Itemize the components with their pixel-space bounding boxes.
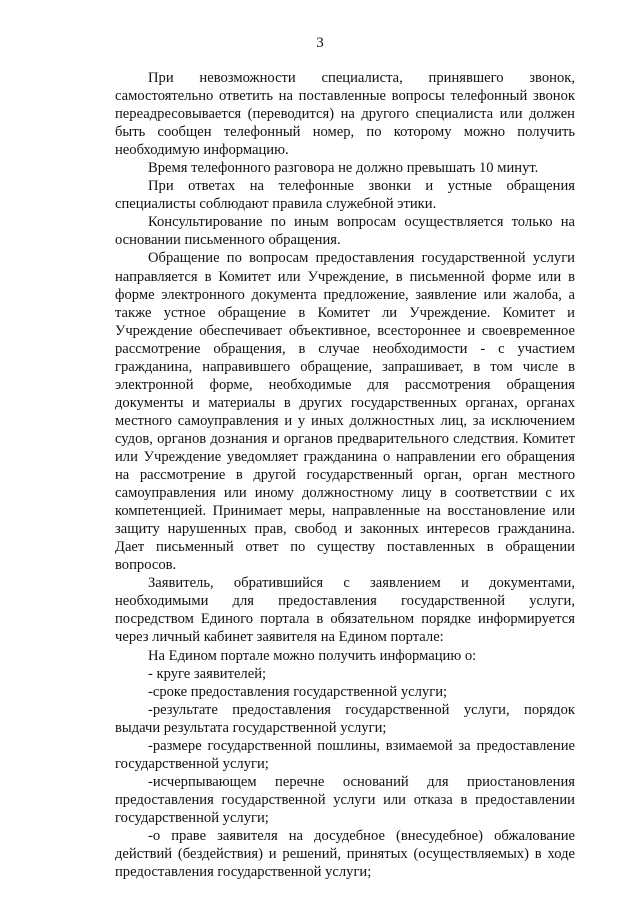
list-item-applicants: - круге заявителей; bbox=[148, 665, 267, 682]
paragraph-redirect-call: При невозможности специалиста, принявшего звонок, самостоятельно ответить на поставленные вопросы телефонный звонок переадресовывается (переводится) на другого специалиста или должен быть сообщен телефонный номер, по которому можно получить необходимую информацию. bbox=[115, 70, 575, 159]
paragraph-applicant-informing: Заявитель, обратившийся с заявлением и документами, необходимыми для предоставления государственной услуги, посредством Единого портала в обязательном порядке информируется через личный кабинет заявителя на Едином портале: bbox=[115, 575, 575, 646]
document-body bbox=[115, 69, 575, 881]
list-item-state-fee: -размере государственной пошлины, взимаемой за предоставление государственной услуги; bbox=[115, 737, 575, 772]
list-item-appeal-right: -о праве заявителя на досудебное (внесудебное) обжалование действий (бездействия) и решений, принятых (осуществляемых) в ходе предоставления государственной услуги; bbox=[115, 827, 575, 881]
paragraph-portal-info-intro: На Едином портале можно получить информацию о: bbox=[148, 647, 477, 664]
page-number: 3 bbox=[316, 35, 324, 51]
list-item-suspension-grounds: -исчерпывающем перечне оснований для приостановления предоставления государственной услуги или отказа в предоставлении государственной услуги; bbox=[115, 773, 575, 826]
paragraph-call-duration: Время телефонного разговора не должно превышать 10 минут. bbox=[148, 160, 539, 177]
paragraph-written-consultation: Консультирование по иным вопросам осуществляется только на основании письменного обращения. bbox=[115, 214, 575, 249]
list-item-service-result: -результате предоставления государственной услуги, порядок выдачи результата государственной услуги; bbox=[115, 701, 575, 736]
paragraph-service-ethics: При ответах на телефонные звонки и устные обращения специалисты соблюдают правила служебной этики. bbox=[115, 178, 575, 213]
paragraph-appeal-procedure: Обращение по вопросам предоставления государственной услуги направляется в Комитет или Учреждение, в письменной форме или в форме электронного документа предложение, заявление или жалоба, а также устное обращение в Комитет ли Учреждение. Комитет и Учреждение обеспечивает объективное, всестороннее и своевременное рассмотрение обращения, в случае необходимости - с участием гражданина, направившего обращение, запрашивает, в том числе в электронной форме, необходимые для рассмотрения обращения документы и материалы в других государственных органах, органах местного самоуправления и у иных должностных лиц, за исключением судов, органов дознания и органов предварительного следствия. Комитет или Учреждение уведомляет гражданина о направлении его обращения на рассмотрение в другой государственный орган, орган местного самоуправления или иному должностному лицу в соответствии с их компетенцией. Принимает меры, направленные на восстановление или защиту нарушенных прав, свобод и законных интересов гражданина. Дает письменный ответ по существу поставленных в обращении вопросов. bbox=[115, 250, 575, 574]
list-item-service-term: -сроке предоставления государственной услуги; bbox=[148, 683, 448, 700]
